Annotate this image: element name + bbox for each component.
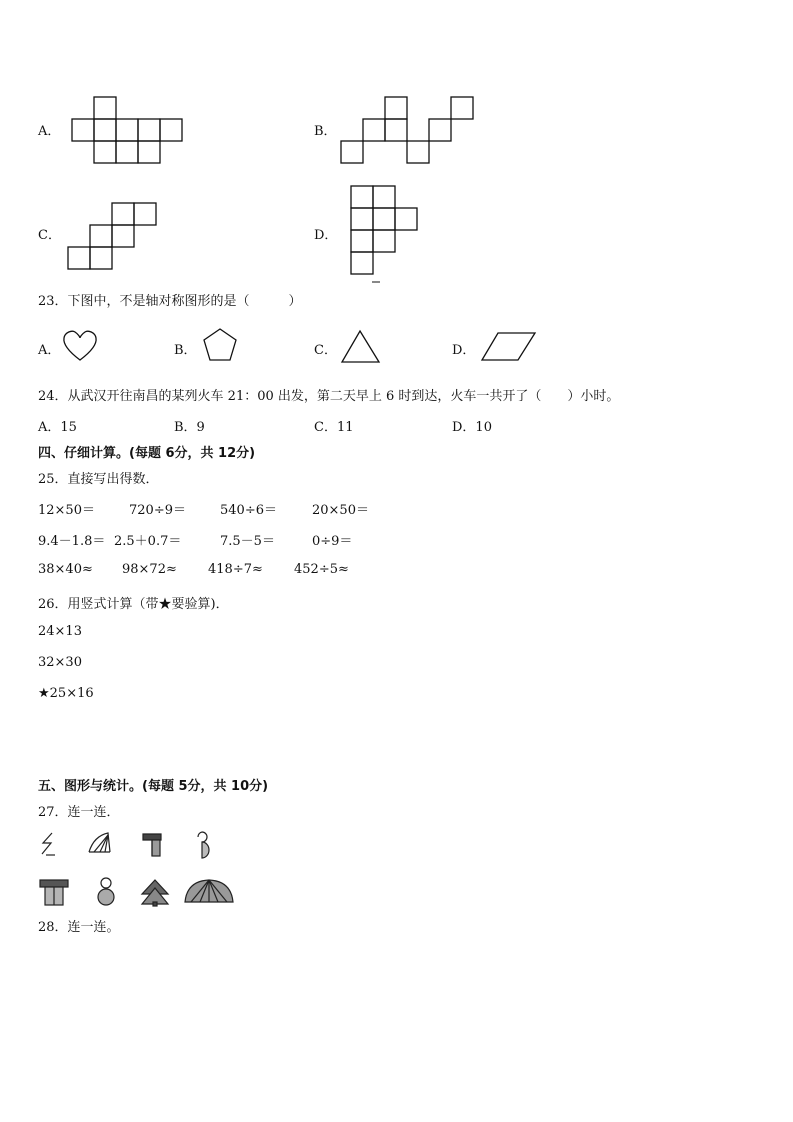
q25-item: 7.5－5＝ [220,534,275,549]
half-house-icon [140,830,166,858]
q24-stem: 24．从武汉开往南昌的某列火车 21：00 出发，第二天早上 6 时到达，火车一共开了（ ）小时。 [38,389,620,404]
half-umbrella-icon [86,830,114,858]
q25-item: 452÷5≈ [294,562,349,577]
q22-option-b-net [340,96,478,164]
q23-option-d-label: D． [452,343,476,358]
house-icon [38,878,70,908]
q22-option-b-label: B． [314,124,337,139]
q26-stem: 26．用竖式计算（带★要验算)． [38,597,229,612]
section-5-title: 五、图形与统计。(每题 5分，共 10分) [38,779,269,794]
q25-item: 12×50＝ [38,503,95,518]
q25-item: 0÷9＝ [312,534,353,549]
q23-option-b-label: B． [174,343,197,358]
q25-item: 98×72≈ [122,562,177,577]
q25-item: 9.4－1.8＝ [38,534,106,549]
q28-stem: 28．连一连。 [38,920,120,935]
triangle-icon [340,329,382,365]
pentagon-icon [202,327,240,363]
q25-item: 720÷9＝ [129,503,186,518]
q22-option-d-net [350,185,422,285]
q24-option-b: B．9 [174,420,205,435]
q26-item: 24×13 [38,624,82,639]
umbrella-icon [183,878,235,908]
snowman-icon [94,876,118,908]
q27-stem: 27．连一连． [38,805,120,820]
q25-stem: 25．直接写出得数． [38,472,159,487]
half-snowman-icon [192,830,214,860]
parallelogram-icon [480,331,538,363]
q25-item: 20×50＝ [312,503,369,518]
q26-item: 32×30 [38,655,82,670]
q25-item: 2.5＋0.7＝ [114,534,182,549]
q22-option-c-net [67,202,161,272]
q25-item: 540÷6＝ [220,503,277,518]
q23-stem: 23．下图中，不是轴对称图形的是（ ） [38,294,302,309]
section-4-title: 四、仔细计算。(每题 6分，共 12分) [38,446,256,461]
q25-item: 38×40≈ [38,562,93,577]
q25-item: 418÷7≈ [208,562,263,577]
q22-option-c-label: C． [38,228,61,243]
q22-option-d-label: D． [314,228,338,243]
q24-option-c: C．11 [314,420,354,435]
q24-option-a: A．15 [38,420,77,435]
tree-icon [140,878,170,908]
heart-icon [62,329,100,363]
q23-option-c-label: C． [314,343,337,358]
q26-item: ★25×16 [38,686,94,701]
q22-option-a-label: A． [38,124,61,139]
half-lightning-icon [38,830,60,858]
q22-option-a-net [71,96,185,164]
q24-option-d: D．10 [452,420,492,435]
q23-option-a-label: A． [38,343,61,358]
